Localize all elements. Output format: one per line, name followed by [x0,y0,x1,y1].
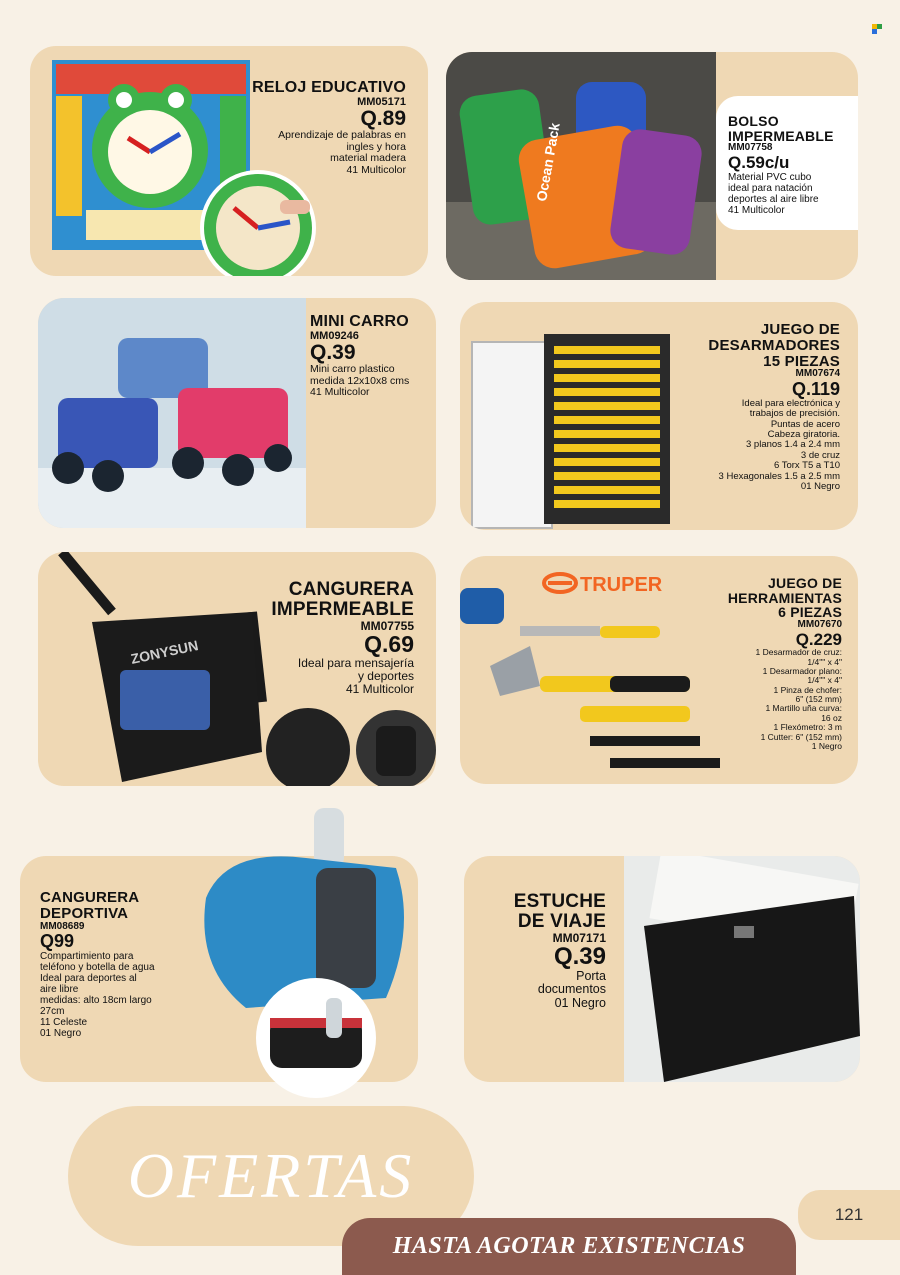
product-desc-line: ingles y hora [346,140,406,153]
product-desc-line: 1/4"" x 4" [807,656,842,667]
product-desc-line: medida 12x10x8 cms [310,374,410,387]
product-code: MM07758 [728,142,773,154]
hasta-agotar-text: HASTA AGOTAR EXISTENCIAS [392,1233,746,1259]
product-name: RELOJ EDUCATIVO [252,79,406,96]
product-desc-line: 6" (152 mm) [795,694,842,705]
product-name: DEPORTIVA [40,904,129,922]
product-name: JUEGO DE [760,321,840,338]
product-desc-line: Porta [576,968,606,983]
product-desc-line: 01 Negro [40,1027,82,1039]
product-price: Q.89 [360,107,406,131]
product-image-mini-carro [38,298,306,528]
product-name: 6 PIEZAS [778,604,842,621]
product-name: 15 PIEZAS [763,352,840,370]
product-desc-line: documentos [537,982,606,997]
product-desc-line: 1 Pinza de chofer: [773,684,842,695]
product-desc-line: trabajos de precisión. [749,408,840,420]
product-desc-line: 41 Multicolor [310,386,370,399]
product-desc-line: ideal para natación [728,182,813,194]
product-code: MM07674 [795,368,840,380]
product-card-bolso[interactable] [446,52,858,280]
product-desc-line: 3 planos 1.4 a 2.4 mm [746,439,840,451]
product-name: DE VIAJE [517,910,606,932]
product-desc-line: y deportes [357,668,414,683]
product-desc-line: material madera [330,152,406,165]
product-name: HERRAMIENTAS [727,589,842,606]
product-price: Q.39 [310,341,356,365]
product-card-estuche[interactable] [464,856,860,1082]
product-code: MM07670 [797,619,842,631]
truper-logo-text: TRUPER [580,574,663,596]
product-desc-line: Ideal para deportes al [40,972,137,984]
product-card-mini-carro[interactable] [38,298,436,528]
product-name: IMPERMEABLE [271,598,414,620]
product-code: MM07755 [360,618,414,633]
product-desc-line: 3 de cruz [800,449,840,461]
product-desc-line: Mini carro plastico [310,363,395,376]
product-card-cangurera-deportiva[interactable] [20,856,418,1082]
product-card-reloj[interactable] [30,46,428,276]
product-name: CANGURERA [40,889,140,906]
dry-bag-print: Ocean Pack [533,121,563,203]
product-desc-line: 1 Martillo uña curva: [765,703,842,714]
product-name: ESTUCHE [513,891,606,912]
product-name: DESARMADORES [708,336,840,354]
product-name: JUEGO DE [768,575,842,591]
product-desc-line: Ideal para mensajería [297,655,414,670]
product-desc-line: Cabeza giratoria. [767,428,840,440]
product-desc-line: Ideal para electrónica y [741,397,840,409]
page-number-badge [798,1190,900,1240]
product-desc-line: deportes al aire libre [728,193,819,205]
product-desc-line: 01 Negro [800,481,840,493]
product-desc-line: 11 Celeste [40,1016,88,1028]
product-desc-line: medidas: alto 18cm largo [40,994,152,1006]
product-code: MM05171 [357,95,406,108]
product-code: MM09246 [310,329,359,342]
product-desc-line: Puntas de acero [770,418,840,430]
product-name: MINI CARRO [310,313,409,330]
product-desc-line: 1 Desarmador plano: [762,666,842,677]
product-image-reloj-detail [200,170,316,276]
product-card-cangurera-impermeable[interactable] [38,552,436,786]
product-price: Q.59c/u [728,152,790,172]
product-desc-line: 1 Desarmador de cruz: [755,647,842,658]
product-desc-line: 3 Hexagonales 1.5 a 2.5 mm [718,470,840,482]
product-desc-line: aire libre [40,983,79,995]
product-desc-line: 27cm [40,1005,65,1017]
product-name: CANGURERA [288,579,414,600]
product-name: IMPERMEABLE [728,127,834,144]
product-desc-line: 01 Negro [554,996,606,1011]
product-name: BOLSO [728,113,779,129]
product-desc-line: Compartimiento para [40,950,134,962]
product-card-herramientas[interactable] [460,556,858,784]
corner-logo-icon [872,24,882,34]
product-desc-line: 1/4"" x 4" [807,675,842,686]
product-price: Q.229 [795,629,842,649]
product-price: Q.119 [791,378,840,399]
ofertas-text: OFERTAS [127,1140,415,1211]
product-image-estuche [624,856,860,1082]
bag-brand-text: ZONYSUN [129,637,200,667]
product-image-cangurera-deportiva-detail [256,978,376,1098]
product-desc-line: 6 Torx T5 a T10 [773,460,840,472]
product-image-desarmadores [468,316,676,530]
product-card-desarmadores[interactable] [460,302,858,530]
page-number: 121 [834,1205,864,1224]
product-desc-line: 16 oz [821,712,842,723]
product-desc-line: 1 Negro [811,740,842,751]
product-desc-line: 1 Flexómetro: 3 m [773,722,842,733]
hasta-agotar-banner [342,1218,796,1275]
product-desc-line: Material PVC cubo [728,171,812,183]
product-code: MM08689 [40,920,85,932]
product-desc-line: Aprendizaje de palabras en [278,129,406,142]
product-code: MM07171 [552,930,606,945]
product-price: Q.39 [553,943,606,971]
product-price: Q99 [40,931,75,951]
product-desc-line: 41 Multicolor [728,204,785,216]
product-desc-line: 1 Cutter: 6" (152 mm) [760,731,842,742]
product-desc-line: teléfono y botella de agua [40,961,155,973]
product-image-bolso [446,52,716,280]
product-price: Q.69 [364,631,414,658]
product-desc-line: 41 Multicolor [346,164,406,177]
product-image-cangurera-detail [266,706,436,786]
product-desc-line: 41 Multicolor [345,681,414,696]
